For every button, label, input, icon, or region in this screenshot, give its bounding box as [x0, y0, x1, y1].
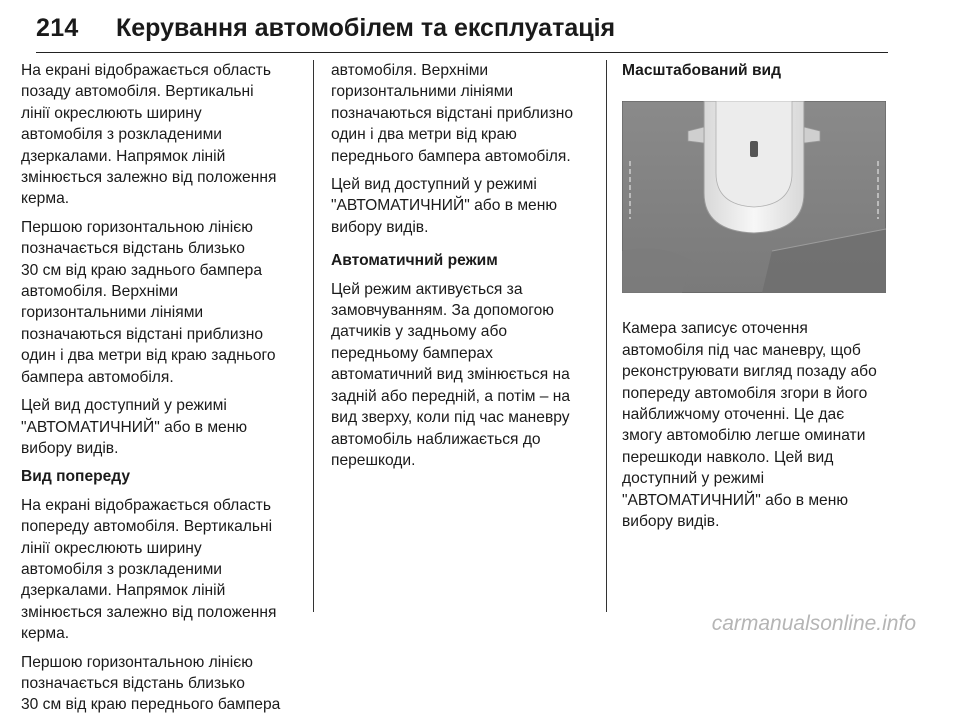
paragraph: На екрані відображається область позаду автомобіля. Вертикальні лінії окреслюють ширину автомобіля з розкладеними дзеркалами. Напрямок ліній змінюється залежно від положення керма.	[21, 62, 277, 208]
camera-view-image	[622, 101, 886, 293]
page-header	[36, 12, 888, 53]
page-title: Керування автомобілем та експлуатація	[116, 14, 616, 42]
paragraph: Цей режим активується за замовчуванням. За допомогою датчиків у задньому або передньому бамперах автоматичний вид змінюється на задній або передній, а потім – на вид зверху, коли під час маневру автомобіль наближається до перешкоди.	[331, 280, 571, 469]
scaled-view-illustration	[622, 101, 886, 293]
paragraph: Першою горизонтальною лінією позначається відстань близько 30 см від краю переднього бампера	[21, 653, 281, 714]
page-number: 214	[36, 14, 79, 42]
column-divider	[606, 60, 607, 612]
column-1	[21, 60, 303, 723]
paragraph: Камера записує оточення автомобіля під час маневру, щоб реконструювати вигляд позаду або попереду автомобіля згори в його найближчому оточенні. Це дає змогу автомобілю легше оминати перешкоди навколо. Цей вид доступний у режимі "АВТОМАТИЧНИЙ" або в меню вибору видів.	[622, 320, 877, 531]
paragraph: Цей вид доступний у режимі "АВТОМАТИЧНИЙ" або в меню вибору видів.	[331, 176, 558, 236]
paragraph: автомобіля. Верхніми горизонтальними лініями позначаються відстані приблизно один і два метри від краю переднього бампера автомобіля.	[331, 62, 574, 165]
column-divider	[313, 60, 314, 612]
paragraph: На екрані відображається область попереду автомобіля. Вертикальні лінії окреслюють ширину автомобіля з розкладеними дзеркалами. Напрямок ліній змінюється залежно від положення керма.	[21, 496, 277, 643]
section-heading-front-view: Вид попереду	[21, 468, 131, 486]
column-2	[331, 60, 603, 478]
column-3	[622, 60, 894, 539]
watermark: carmanualsonline.info	[711, 612, 916, 635]
section-heading-scaled-view: Масштабований вид	[622, 62, 782, 79]
paragraph: Цей вид доступний у режимі "АВТОМАТИЧНИЙ" або в меню вибору видів.	[21, 397, 248, 457]
paragraph: Першою горизонтальною лінією позначається відстань близько 30 см від краю заднього бампера автомобіля. Верхніми горизонтальними лініями позначаються відстані приблизно один і два метри від краю заднього бампера автомобіля.	[21, 218, 276, 386]
section-heading-auto-mode: Автоматичний режим	[331, 252, 498, 270]
